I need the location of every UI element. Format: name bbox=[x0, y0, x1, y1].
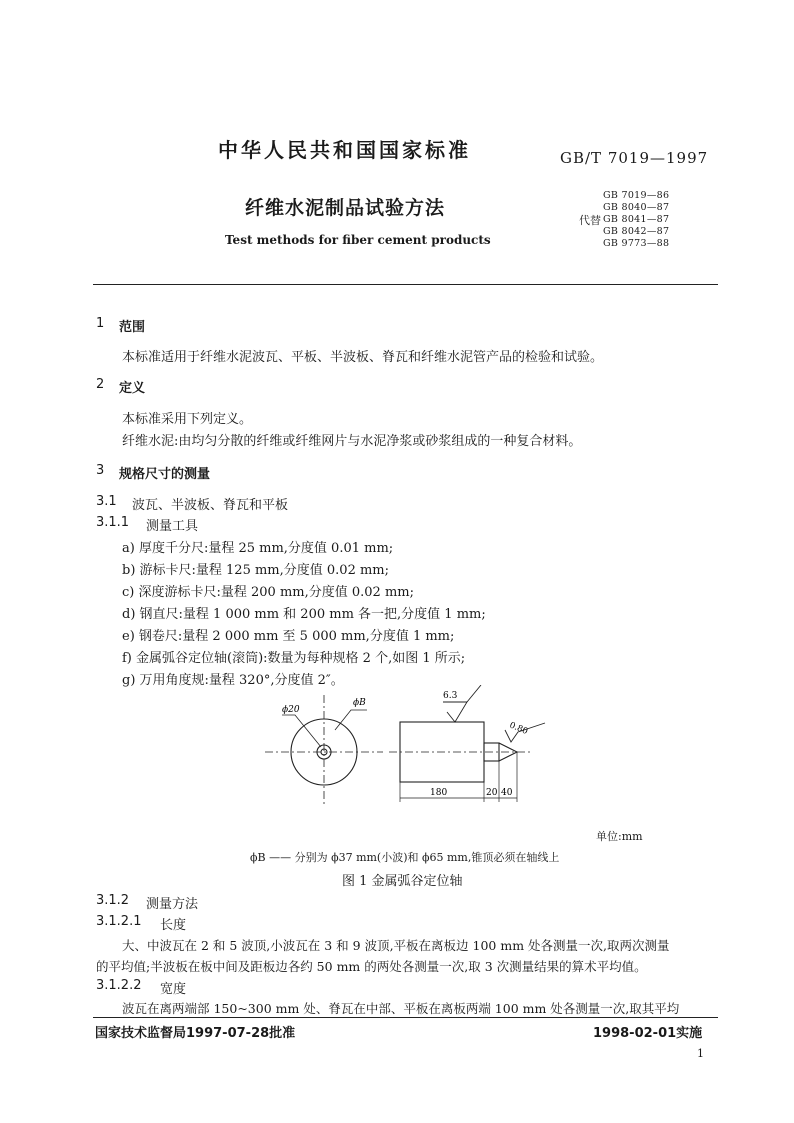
subsection-title: 测量工具 bbox=[146, 519, 199, 534]
paragraph: 本标准适用于纤维水泥波瓦、平板、半波板、脊瓦和纤维水泥管产品的检验和试验。 bbox=[122, 350, 604, 365]
list-item: d) 钢直尺:量程 1 000 mm 和 200 mm 各一把,分度值 1 mm; bbox=[122, 607, 486, 622]
figure-note: ϕB —— 分别为 ϕ37 mm(小波)和 ϕ65 mm,锥顶必须在轴线上 bbox=[250, 851, 560, 864]
paragraph: 本标准采用下列定义。 bbox=[122, 412, 253, 427]
figure-caption: 图 1 金属弧谷定位轴 bbox=[342, 874, 463, 889]
subsection-title: 宽度 bbox=[160, 982, 187, 997]
roughness-symbol bbox=[443, 702, 467, 722]
subsection-title: 波瓦、半波板、脊瓦和平板 bbox=[132, 498, 289, 513]
replaced-code: GB 7019—86 bbox=[603, 190, 670, 201]
footer-divider bbox=[93, 1017, 718, 1018]
unit-label: 单位:mm bbox=[596, 830, 643, 843]
phiB-label: ϕB bbox=[353, 698, 366, 708]
subsection-number: 3.1 bbox=[96, 494, 117, 509]
roughness-leader bbox=[467, 685, 481, 702]
replaced-code: GB 8042—87 bbox=[603, 226, 670, 237]
replaced-code: GB 9773—88 bbox=[603, 238, 670, 249]
list-item: c) 深度游标卡尺:量程 200 mm,分度值 0.02 mm; bbox=[122, 585, 414, 600]
list-item: f) 金属弧谷定位轴(滚筒):数量为每种规格 2 个,如图 1 所示; bbox=[122, 651, 466, 666]
roughness-value: 6.3 bbox=[443, 691, 458, 701]
subsection-number: 3.1.2 bbox=[96, 893, 130, 908]
page-number: 1 bbox=[697, 1047, 704, 1060]
dia-label: ϕ20 bbox=[282, 705, 300, 715]
subsection-number: 3.1.2.1 bbox=[96, 914, 142, 929]
section-number: 3 bbox=[96, 463, 105, 478]
paragraph: 的平均值;半波板在板中间及距板边各约 50 mm 的两处各测量一次,取 3 次测量结果的算术平均值。 bbox=[96, 959, 647, 974]
implementation-date: 1998-02-01实施 bbox=[593, 1026, 703, 1041]
paragraph: 大、中波瓦在 2 和 5 波顶,小波瓦在 3 和 9 波顶,平板在离板边 100 mm 处各测量一次,取两次测量 bbox=[122, 938, 670, 953]
list-item: e) 钢卷尺:量程 2 000 mm 至 5 000 mm,分度值 1 mm; bbox=[122, 629, 455, 644]
section-title: 规格尺寸的测量 bbox=[119, 467, 211, 482]
section-title: 定义 bbox=[119, 381, 146, 396]
header-divider bbox=[93, 284, 718, 285]
subsection-number: 3.1.1 bbox=[96, 515, 130, 530]
document-title-en: Test methods for fiber cement products bbox=[225, 233, 491, 247]
dimension-value: 20 bbox=[486, 788, 498, 798]
list-item: g) 万用角度规:量程 320°,分度值 2″。 bbox=[122, 673, 344, 688]
figure-1-drawing bbox=[255, 685, 555, 810]
dimension-value: 180 bbox=[430, 788, 448, 798]
list-item: a) 厚度千分尺:量程 25 mm,分度值 0.01 mm; bbox=[122, 541, 394, 556]
replaced-code: GB 8041—87 bbox=[603, 214, 670, 225]
list-item: b) 游标卡尺:量程 125 mm,分度值 0.02 mm; bbox=[122, 563, 390, 578]
paragraph: 波瓦在离两端部 150~300 mm 处、脊瓦在中部、平板在离板两端 100 mm 处各测量一次,取其平均 bbox=[122, 1001, 680, 1016]
replaces-label: 代替 bbox=[579, 214, 601, 227]
section-number: 1 bbox=[96, 316, 105, 331]
paragraph: 纤维水泥:由均匀分散的纤维或纤维网片与水泥净浆或砂浆组成的一种复合材料。 bbox=[122, 434, 582, 449]
section-title: 范围 bbox=[119, 320, 146, 335]
subsection-title: 测量方法 bbox=[146, 897, 199, 912]
national-standard-heading: 中华人民共和国国家标准 bbox=[218, 138, 471, 162]
document-title-cn: 纤维水泥制品试验方法 bbox=[245, 197, 446, 219]
replaced-code: GB 8040—87 bbox=[603, 202, 670, 213]
approval-date: 国家技术监督局1997-07-28批准 bbox=[95, 1026, 296, 1041]
subsection-number: 3.1.2.2 bbox=[96, 978, 142, 993]
leader-line bbox=[335, 710, 367, 730]
standard-code: GB/T 7019—1997 bbox=[560, 149, 709, 167]
section-number: 2 bbox=[96, 377, 105, 392]
subsection-title: 长度 bbox=[160, 918, 187, 933]
roughness-value: 0.80 bbox=[507, 720, 530, 737]
dimension-value: 40 bbox=[501, 788, 513, 798]
